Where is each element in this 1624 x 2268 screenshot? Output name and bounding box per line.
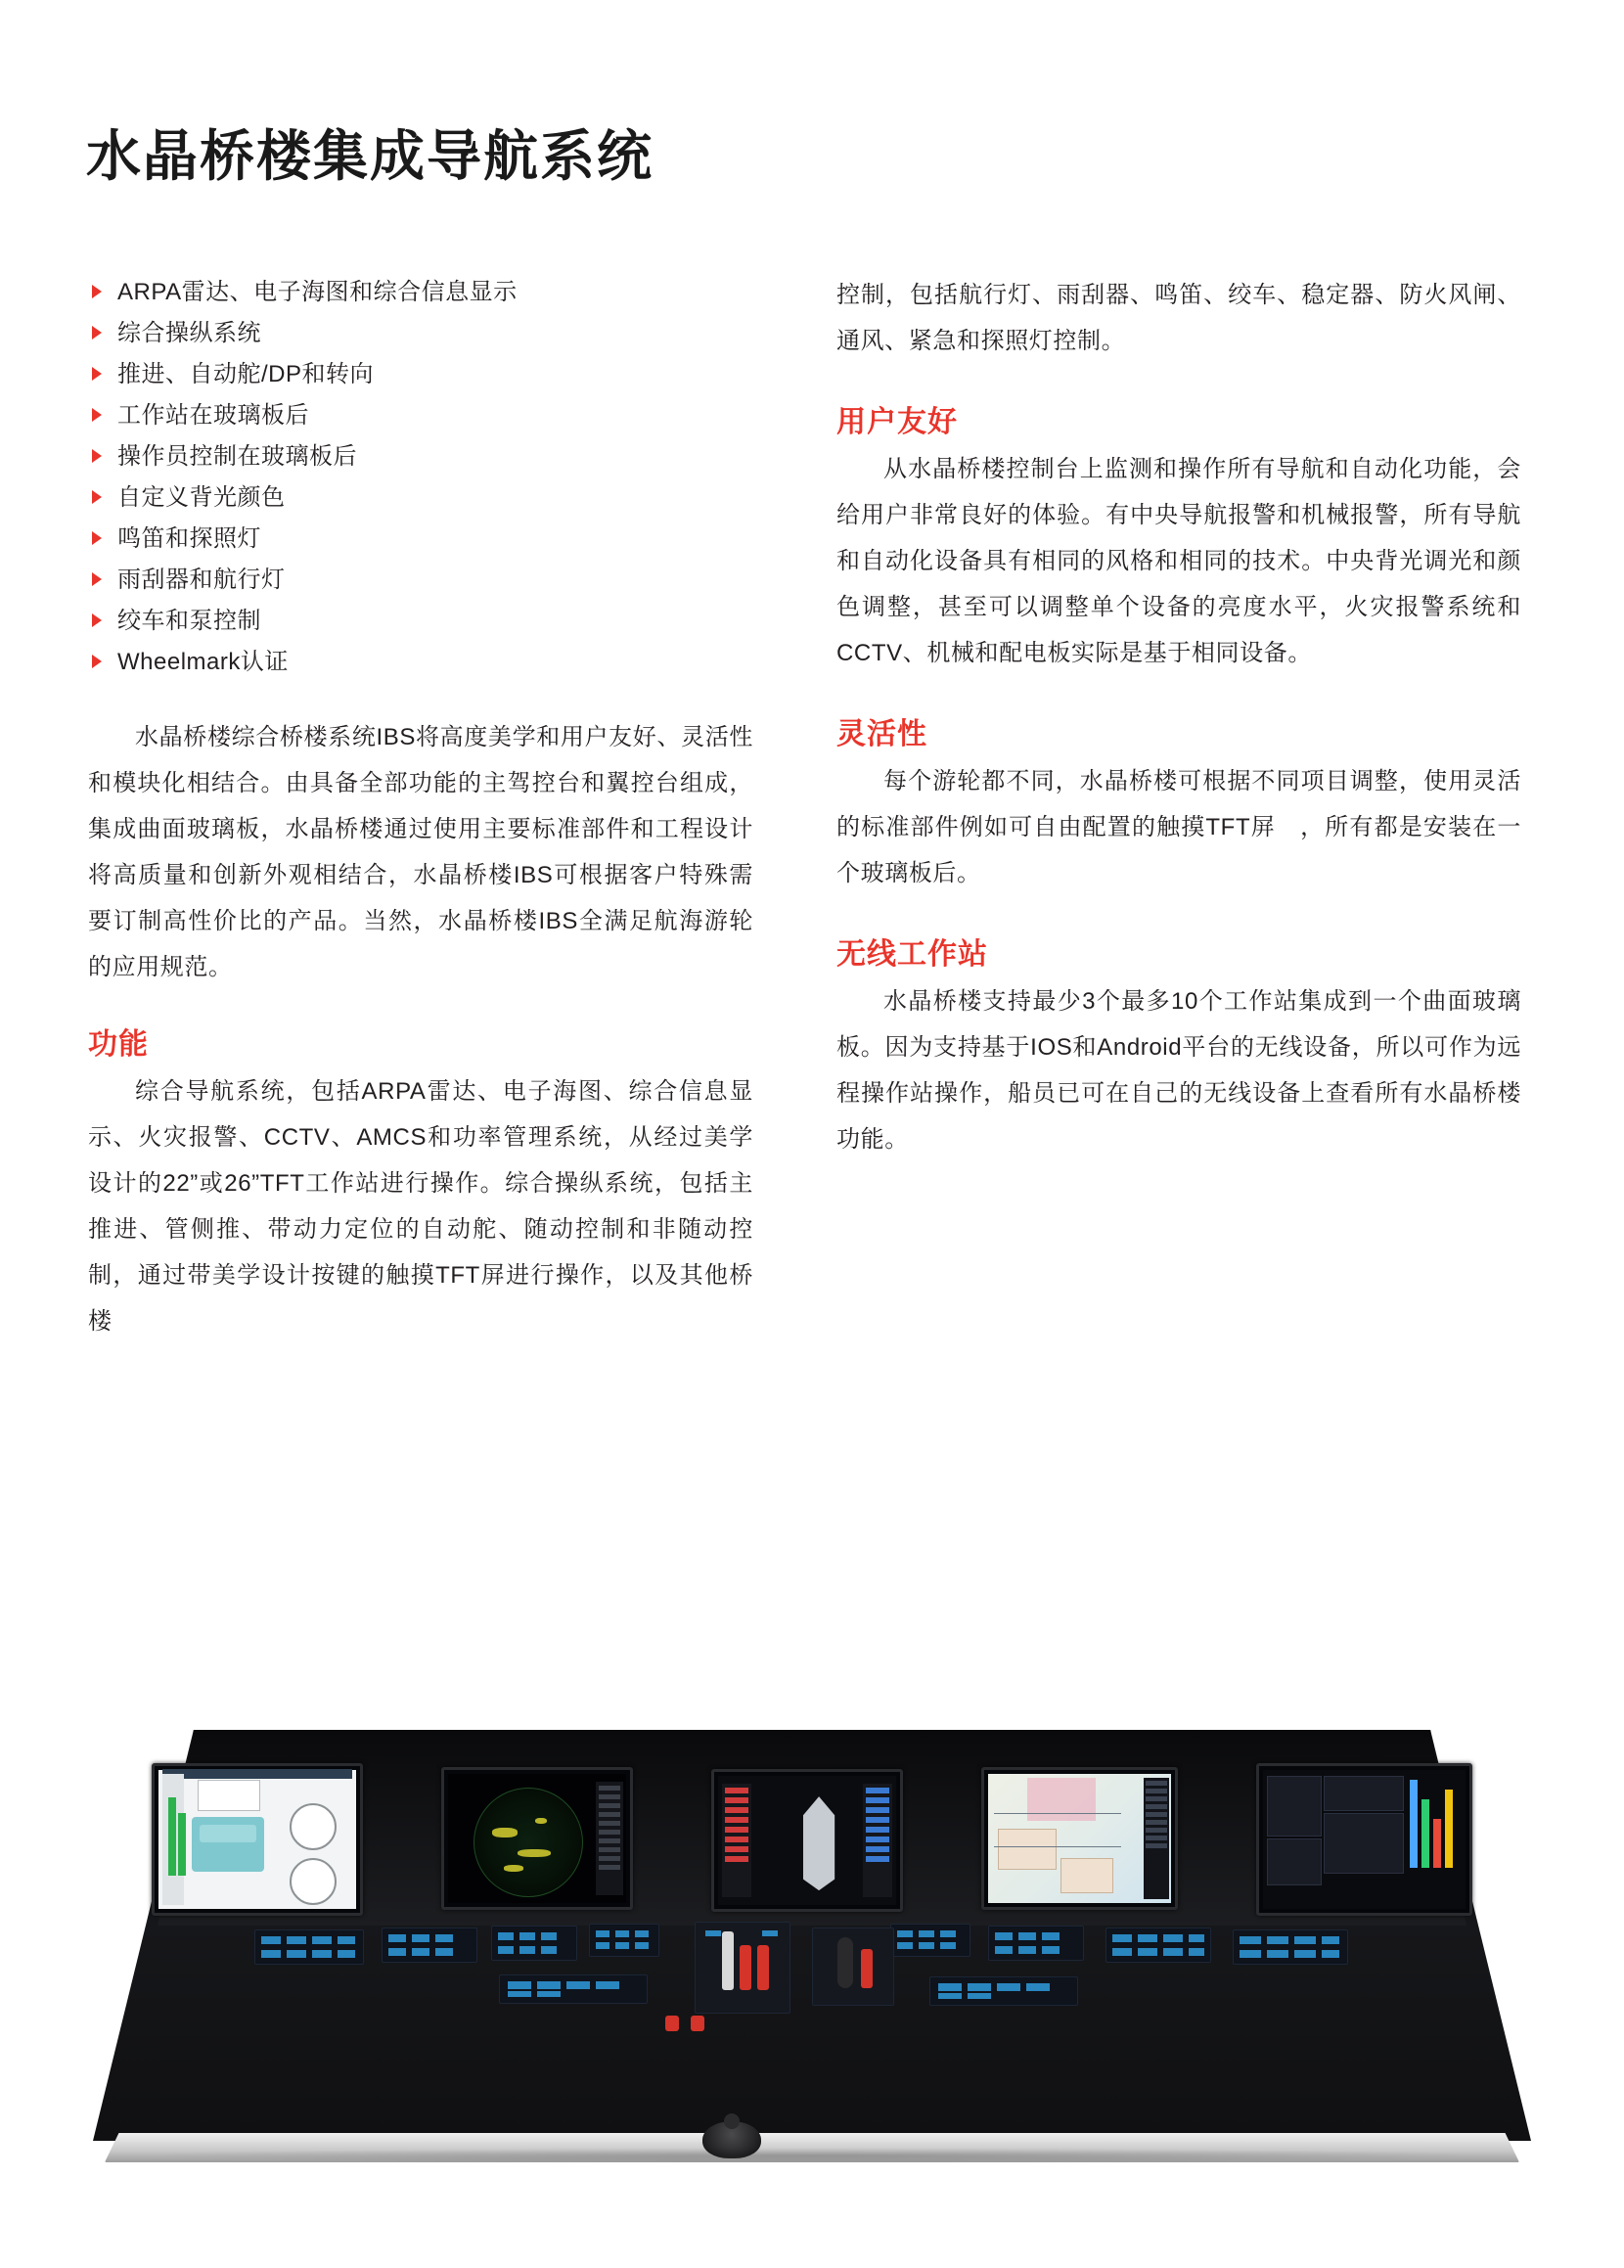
radar-menu-panel (596, 1782, 623, 1895)
triangle-bullet-icon (92, 408, 102, 422)
list-item-label: 雨刮器和航行灯 (117, 567, 286, 593)
list-item-label: 推进、自动舵/DP和转向 (117, 361, 375, 387)
emergency-stop-button[interactable] (665, 2016, 679, 2031)
list-item (88, 560, 753, 601)
radar-echo (492, 1828, 518, 1837)
page-title: 水晶桥楼集成导航系统 (86, 124, 654, 189)
list-item (88, 354, 753, 395)
screen-content (158, 1770, 356, 1909)
list-item-label: 工作站在玻璃板后 (117, 402, 309, 429)
list-item (88, 642, 753, 683)
amcs-panel (1267, 1838, 1322, 1885)
bridge-console-figure (0, 1702, 1624, 2268)
amcs-bargraph (1433, 1819, 1441, 1868)
chart-route-line (994, 1813, 1121, 1814)
radar-echo (518, 1849, 551, 1857)
flexibility-paragraph: 每个游轮都不同，水晶桥楼可根据不同项目调整，使用灵活的标准部件例如可自由配置的触摸TFT屏 ，所有都是安装在一个玻璃板后。 (836, 768, 1521, 886)
control-keypad[interactable] (254, 1929, 364, 1965)
figure-shadow (127, 2148, 1497, 2163)
throttle-lever[interactable] (722, 1931, 734, 1990)
wireless-paragraph: 水晶桥楼支持最少3个最多10个工作站集成到一个曲面玻璃板。因为支持基于IOS和Android平台的无线设备，所以可作为远程操作站操作，船员已可在自己的无线设备上查看所有水晶桥楼功能。 (836, 988, 1521, 1153)
feature-bullet-list (88, 272, 753, 683)
triangle-bullet-icon (92, 572, 102, 586)
list-item (88, 313, 753, 354)
chart-landmass (1060, 1858, 1113, 1893)
engine-bar (168, 1797, 176, 1876)
list-item (88, 519, 753, 560)
continued-paragraph: 控制，包括航行灯、雨刮器、鸣笛、绞车、稳定器、防火风闸、通风、紧急和探照灯控制。 (836, 282, 1521, 354)
screen-content (1263, 1770, 1466, 1909)
screen-content (718, 1776, 896, 1905)
triangle-bullet-icon (92, 531, 102, 545)
control-keypad[interactable] (1233, 1929, 1348, 1965)
alarm-list-right (863, 1784, 892, 1897)
section-heading-user-friendly: 用户友好 (836, 405, 958, 439)
amcs-panel (1267, 1776, 1322, 1837)
triangle-bullet-icon (92, 655, 102, 668)
list-item (88, 601, 753, 642)
right-column (836, 272, 1521, 1168)
list-item-label: 鸣笛和探照灯 (117, 525, 261, 552)
control-keypad[interactable] (382, 1928, 477, 1963)
triangle-bullet-icon (92, 613, 102, 627)
arpa-radar-display (441, 1767, 633, 1910)
list-item-label: 操作员控制在玻璃板后 (117, 443, 357, 470)
engine-readout-box (198, 1780, 260, 1811)
section-heading-flexibility: 灵活性 (836, 717, 927, 751)
list-item (88, 477, 753, 519)
list-item-label: 自定义背光颜色 (117, 484, 286, 511)
bridge-console (93, 1730, 1531, 2180)
throttle-lever[interactable] (740, 1945, 751, 1990)
triangle-bullet-icon (92, 490, 102, 504)
section-heading-features: 功能 (88, 1027, 149, 1062)
screen-content (988, 1774, 1171, 1903)
control-keypad[interactable] (929, 1976, 1078, 2006)
control-keypad[interactable] (1105, 1928, 1211, 1963)
electronic-chart-display (981, 1767, 1178, 1910)
list-item (88, 436, 753, 477)
engine-monitoring-display (152, 1763, 363, 1916)
workstation-screens (152, 1751, 1472, 1920)
engine-bar (178, 1813, 186, 1876)
engine-titlebar (162, 1769, 352, 1779)
amcs-bargraph (1421, 1799, 1429, 1868)
list-item (88, 272, 753, 313)
joystick-handle[interactable] (837, 1937, 853, 1988)
user-friendly-paragraph: 从水晶桥楼控制台上监测和操作所有导航和自动化功能，会给用户非常良好的体验。有中央导航报警和机械报警，所有导航和自动化设备具有相同的风格和相同的技术。中央背光调光和颜色调整，甚至可以调整单个设备的亮度水平，火灾报警系统和CCTV、机械和配电板实际是基于相同设备。 (836, 456, 1521, 666)
amcs-panel (1324, 1776, 1404, 1811)
chart-route-line (994, 1846, 1121, 1847)
ship-information-display (711, 1769, 903, 1912)
control-keypad[interactable] (890, 1924, 970, 1957)
chart-restricted-area (1027, 1778, 1096, 1821)
triangle-bullet-icon (92, 326, 102, 340)
section-heading-wireless: 无线工作站 (836, 937, 988, 972)
radar-echo (535, 1818, 547, 1824)
radar-echo (504, 1865, 523, 1872)
intro-paragraph: 水晶桥楼综合桥楼系统IBS将高度美学和用户友好、灵活性和模块化相结合。由具备全部功能的主驾控台和翼控台组成，集成曲面玻璃板，水晶桥楼通过使用主要标准部件和工程设计将高质量和创新外观相结合，水晶桥楼IBS可根据客户特殊需要订制高性价比的产品。当然，水晶桥楼IBS全满足航海游轮的应用规范。 (88, 724, 753, 980)
features-paragraph: 综合导航系统，包括ARPA雷达、电子海图、综合信息显示、火灾报警、CCTV、AMCS和功率管理系统，从经过美学设计的22”或26”TFT工作站进行操作。综合操纵系统，包括主推进、管侧推、带动力定位的自动舵、随动控制和非随动控制，通过带美学设计按键的触摸TFT屏进行操作，以及其他桥楼 (88, 1078, 753, 1335)
emergency-stop-button[interactable] (691, 2016, 704, 2031)
chart-menu-panel (1144, 1778, 1169, 1899)
screen-content (448, 1774, 626, 1903)
list-item (88, 395, 753, 436)
alarm-list-left (722, 1784, 751, 1897)
engine-bargraph-panel (162, 1774, 184, 1905)
control-keypad[interactable] (988, 1926, 1084, 1961)
amcs-alarm-display (1256, 1763, 1472, 1916)
radar-ppi-scope (474, 1788, 583, 1897)
amcs-panel (1324, 1813, 1404, 1874)
console-desk (147, 1922, 1477, 2135)
throttle-lever[interactable] (757, 1945, 769, 1990)
engine-diagram (192, 1817, 264, 1872)
list-item-label: 综合操纵系统 (117, 320, 261, 346)
control-keypad[interactable] (491, 1926, 577, 1961)
list-item-label: ARPA雷达、电子海图和综合信息显示 (117, 279, 518, 305)
control-keypad[interactable] (589, 1924, 659, 1957)
engine-gauge (290, 1803, 337, 1850)
amcs-bargraph (1445, 1790, 1453, 1868)
emergency-lever[interactable] (861, 1949, 873, 1988)
triangle-bullet-icon (92, 367, 102, 381)
triangle-bullet-icon (92, 285, 102, 298)
left-column (88, 272, 753, 1350)
control-keypad[interactable] (499, 1974, 648, 2004)
list-item-label: 绞车和泵控制 (117, 608, 261, 634)
spacer (88, 683, 753, 714)
chart-landmass (998, 1829, 1057, 1870)
joystick-panel[interactable] (812, 1928, 894, 2006)
amcs-bargraph (1410, 1780, 1418, 1868)
triangle-bullet-icon (92, 449, 102, 463)
engine-gauge (290, 1858, 337, 1905)
list-item-label: Wheelmark认证 (117, 649, 289, 675)
